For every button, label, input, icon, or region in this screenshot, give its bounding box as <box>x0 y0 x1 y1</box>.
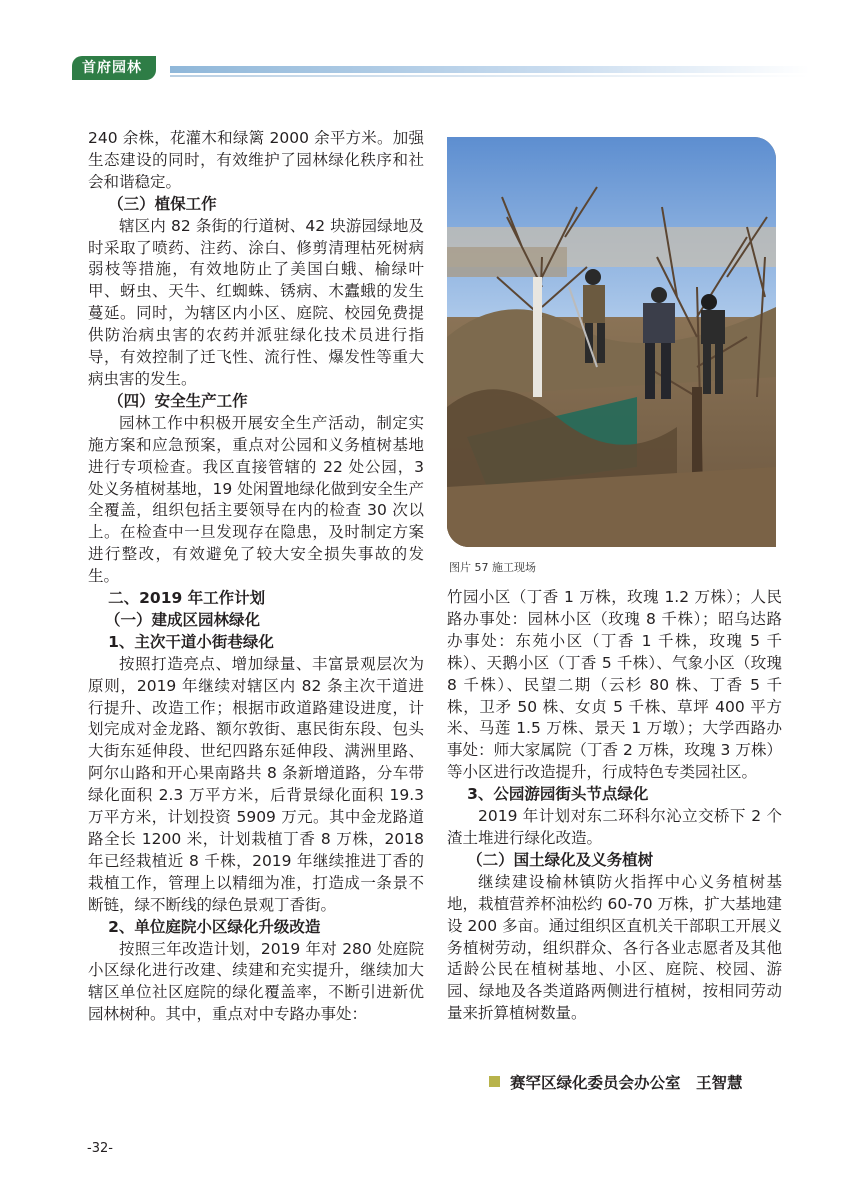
photo-caption: 图片 57 施工现场 <box>449 561 536 574</box>
header-rule-thin <box>170 75 810 77</box>
section-heading: （一）建成区园林绿化 <box>105 610 261 629</box>
paragraph: 按照打造亮点、增加绿量、丰富景观层次为原则，2019 年继续对辖区内 82 条主次干道进行提升、改造工作；根据市政道路建设进度，计划完成对金龙路、额尔敦街、惠民街东段、包头大街东延伸段、世纪四路东延伸段、满洲里路、阿尔山路和开心果南路共 8 条新增道路，分车带绿化面积 2.3 万平方米，后背景绿化面积 19.3 万平方米，计划投资 5909 万元。其中金龙路道路全长 1200 米，计划栽植丁香 8 万株，2018 年已经栽植近 8 千株，2019 年继续推进丁香的栽植工作，管理上以精细为准，打造成一条景不断链，绿不断线的绿色景观丁香街。 <box>88 654 424 914</box>
paragraph: 按照三年改造计划，2019 年对 280 处庭院小区绿化进行改建、续建和充实提升，继续加大辖区单位社区庭院的绿化覆盖率，不断引进新优园林树种。其中，重点对中专路办事处： <box>88 939 424 1024</box>
construction-site-photo <box>447 137 776 547</box>
paragraph: 辖区内 82 条街的行道树、42 块游园绿地及时采取了喷药、注药、涂白、修剪清理枯死树病弱枝等措施，有效地防止了美国白蛾、榆绿叶甲、蚜虫、天牛、红蜘蛛、锈病、木蠹蛾的发生蔓延。同时，为辖区内小区、庭院、校园免费提供防治病虫害的农药并派驻绿化技术员进行指导，有效控制了迁飞性、流行性、爆发性等重大病虫害的发生。 <box>88 216 424 388</box>
page-number: -32- <box>87 1141 113 1156</box>
section-heading: 2、单位庭院小区绿化升级改造 <box>108 917 321 936</box>
section-heading: 二、2019 年工作计划 <box>108 589 266 608</box>
paragraph: 2019 年计划对东二环科尔沁立交桥下 2 个渣土堆进行绿化改造。 <box>447 807 782 847</box>
signature-text: 赛罕区绿化委员会办公室 王智慧 <box>510 1074 743 1092</box>
section-heading: 3、公园游园街头节点绿化 <box>467 785 649 804</box>
paragraph: 园林工作中积极开展安全生产活动，制定实施方案和应急预案，重点对公园和义务植树基地进行专项检查。我区直接管辖的 22 处公园，3 处义务植树基地，19 处闲置地绿化做到安全生产全覆盖，组织包括主要领导在内的检查 30 次以上。在检查中一旦发现存在隐患，及时制定方案进行整改，有效避免了较大安全损失事故的发生。 <box>88 413 424 586</box>
section-heading: （四）安全生产工作 <box>108 391 248 410</box>
author-signature <box>489 1071 743 1093</box>
header-rule <box>170 66 810 73</box>
section-heading: 1、主次干道小街巷绿化 <box>108 632 274 651</box>
paragraph: 240 余株，花灌木和绿篱 2000 余平方米。加强生态建设的同时，有效维护了园林绿化秩序和社会和谐稳定。 <box>88 129 424 191</box>
section-heading: （二）国土绿化及义务植树 <box>467 850 654 869</box>
section-heading: （三）植保工作 <box>108 194 217 213</box>
left-text-column <box>88 128 424 1026</box>
photo-illustration <box>447 137 776 547</box>
square-bullet-icon <box>489 1076 500 1087</box>
right-text-column <box>447 587 782 1025</box>
paragraph: 竹园小区（丁香 1 万株，玫瑰 1.2 万株）；人民路办事处：园林小区（玫瑰 8 千株）；昭乌达路办事处：东苑小区（丁香 1 千株，玫瑰 5 千株）、天鹅小区（丁香 5 千株）、气象小区（玫瑰 8 千株）、民望二期（云杉 80 株、丁香 5 千株，卫矛 50 株、女贞 5 千株、草坪 400 平方米、马莲 1.5 万株、景天 1 万墩）；大学西路办事处：师大家属院（丁香 2 万株，玫瑰 3 万株）等小区进行改造提升，行成特色专类园社区。 <box>447 588 782 782</box>
page-header <box>0 52 850 84</box>
paragraph: 继续建设榆林镇防火指挥中心义务植树基地，栽植营养杯油松约 60-70 万株，扩大基地建设 200 多亩。通过组织区直机关干部职工开展义务植树劳动，组织群众、各行各业志愿者及其他适龄公民在植树基地、小区、庭院、校园、游园、绿地及各类道路两侧进行植树，按相同劳动量来折算植树数量。 <box>447 872 782 1023</box>
section-badge: 首府园林 <box>72 56 156 80</box>
